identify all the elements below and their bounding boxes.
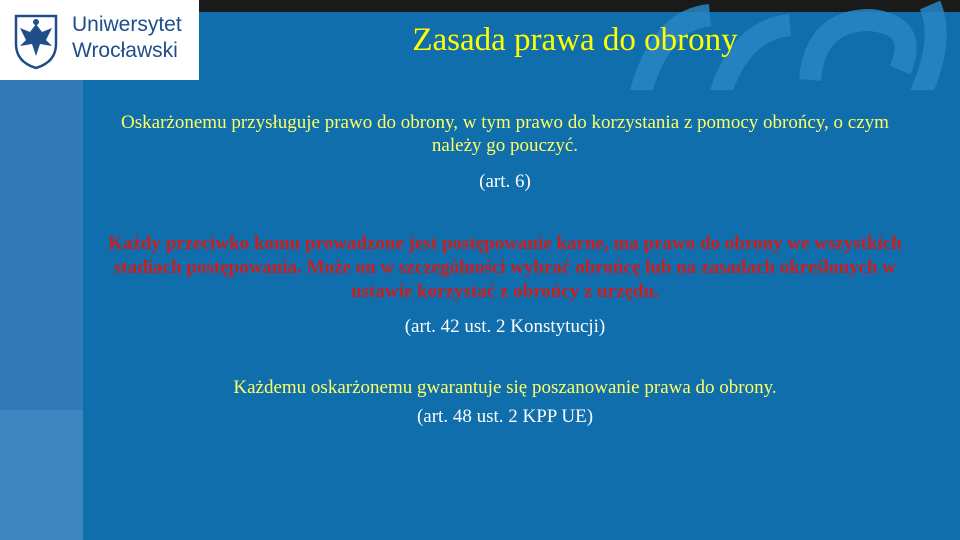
paragraph-1-ref: (art. 6) [479,171,531,192]
left-decor-lower [0,410,83,540]
paragraph-2-ref: (art. 42 ust. 2 Konstytucji) [404,316,606,337]
university-name-line1: Uniwersytet [72,13,182,36]
university-name [72,12,194,64]
paragraph-2 [90,232,920,339]
eagle-crest-icon [10,10,62,70]
paragraph-1-text: Oskarżonemu przysługuje prawo do obrony, w tym prawo do korzystania z pomocy obrońcy, o czym należy go pouczyć. [121,112,889,156]
paragraph-1 [90,111,920,193]
paragraph-3 [90,376,920,428]
university-logo[interactable] [0,0,199,80]
slide-title: Zasada prawa do obrony [412,22,738,58]
paragraph-3-text: Każdemu oskarżonemu gwarantuje się poszanowanie prawa do obrony. [233,377,777,398]
university-name-line2: Wrocławski [72,39,178,62]
paragraph-2-text: Każdy przeciwko komu prowadzone jest postępowanie karne, ma prawo do obrony we wszystkich stadiach postępowania. Może on w szczególności wybrać obrońcę lub na zasadach określonych w ustawie korzystać z obrońcy z urzędu. [108,233,902,302]
left-decor-strip [0,80,83,540]
paragraph-3-ref: (art. 48 ust. 2 KPP UE) [416,406,594,427]
